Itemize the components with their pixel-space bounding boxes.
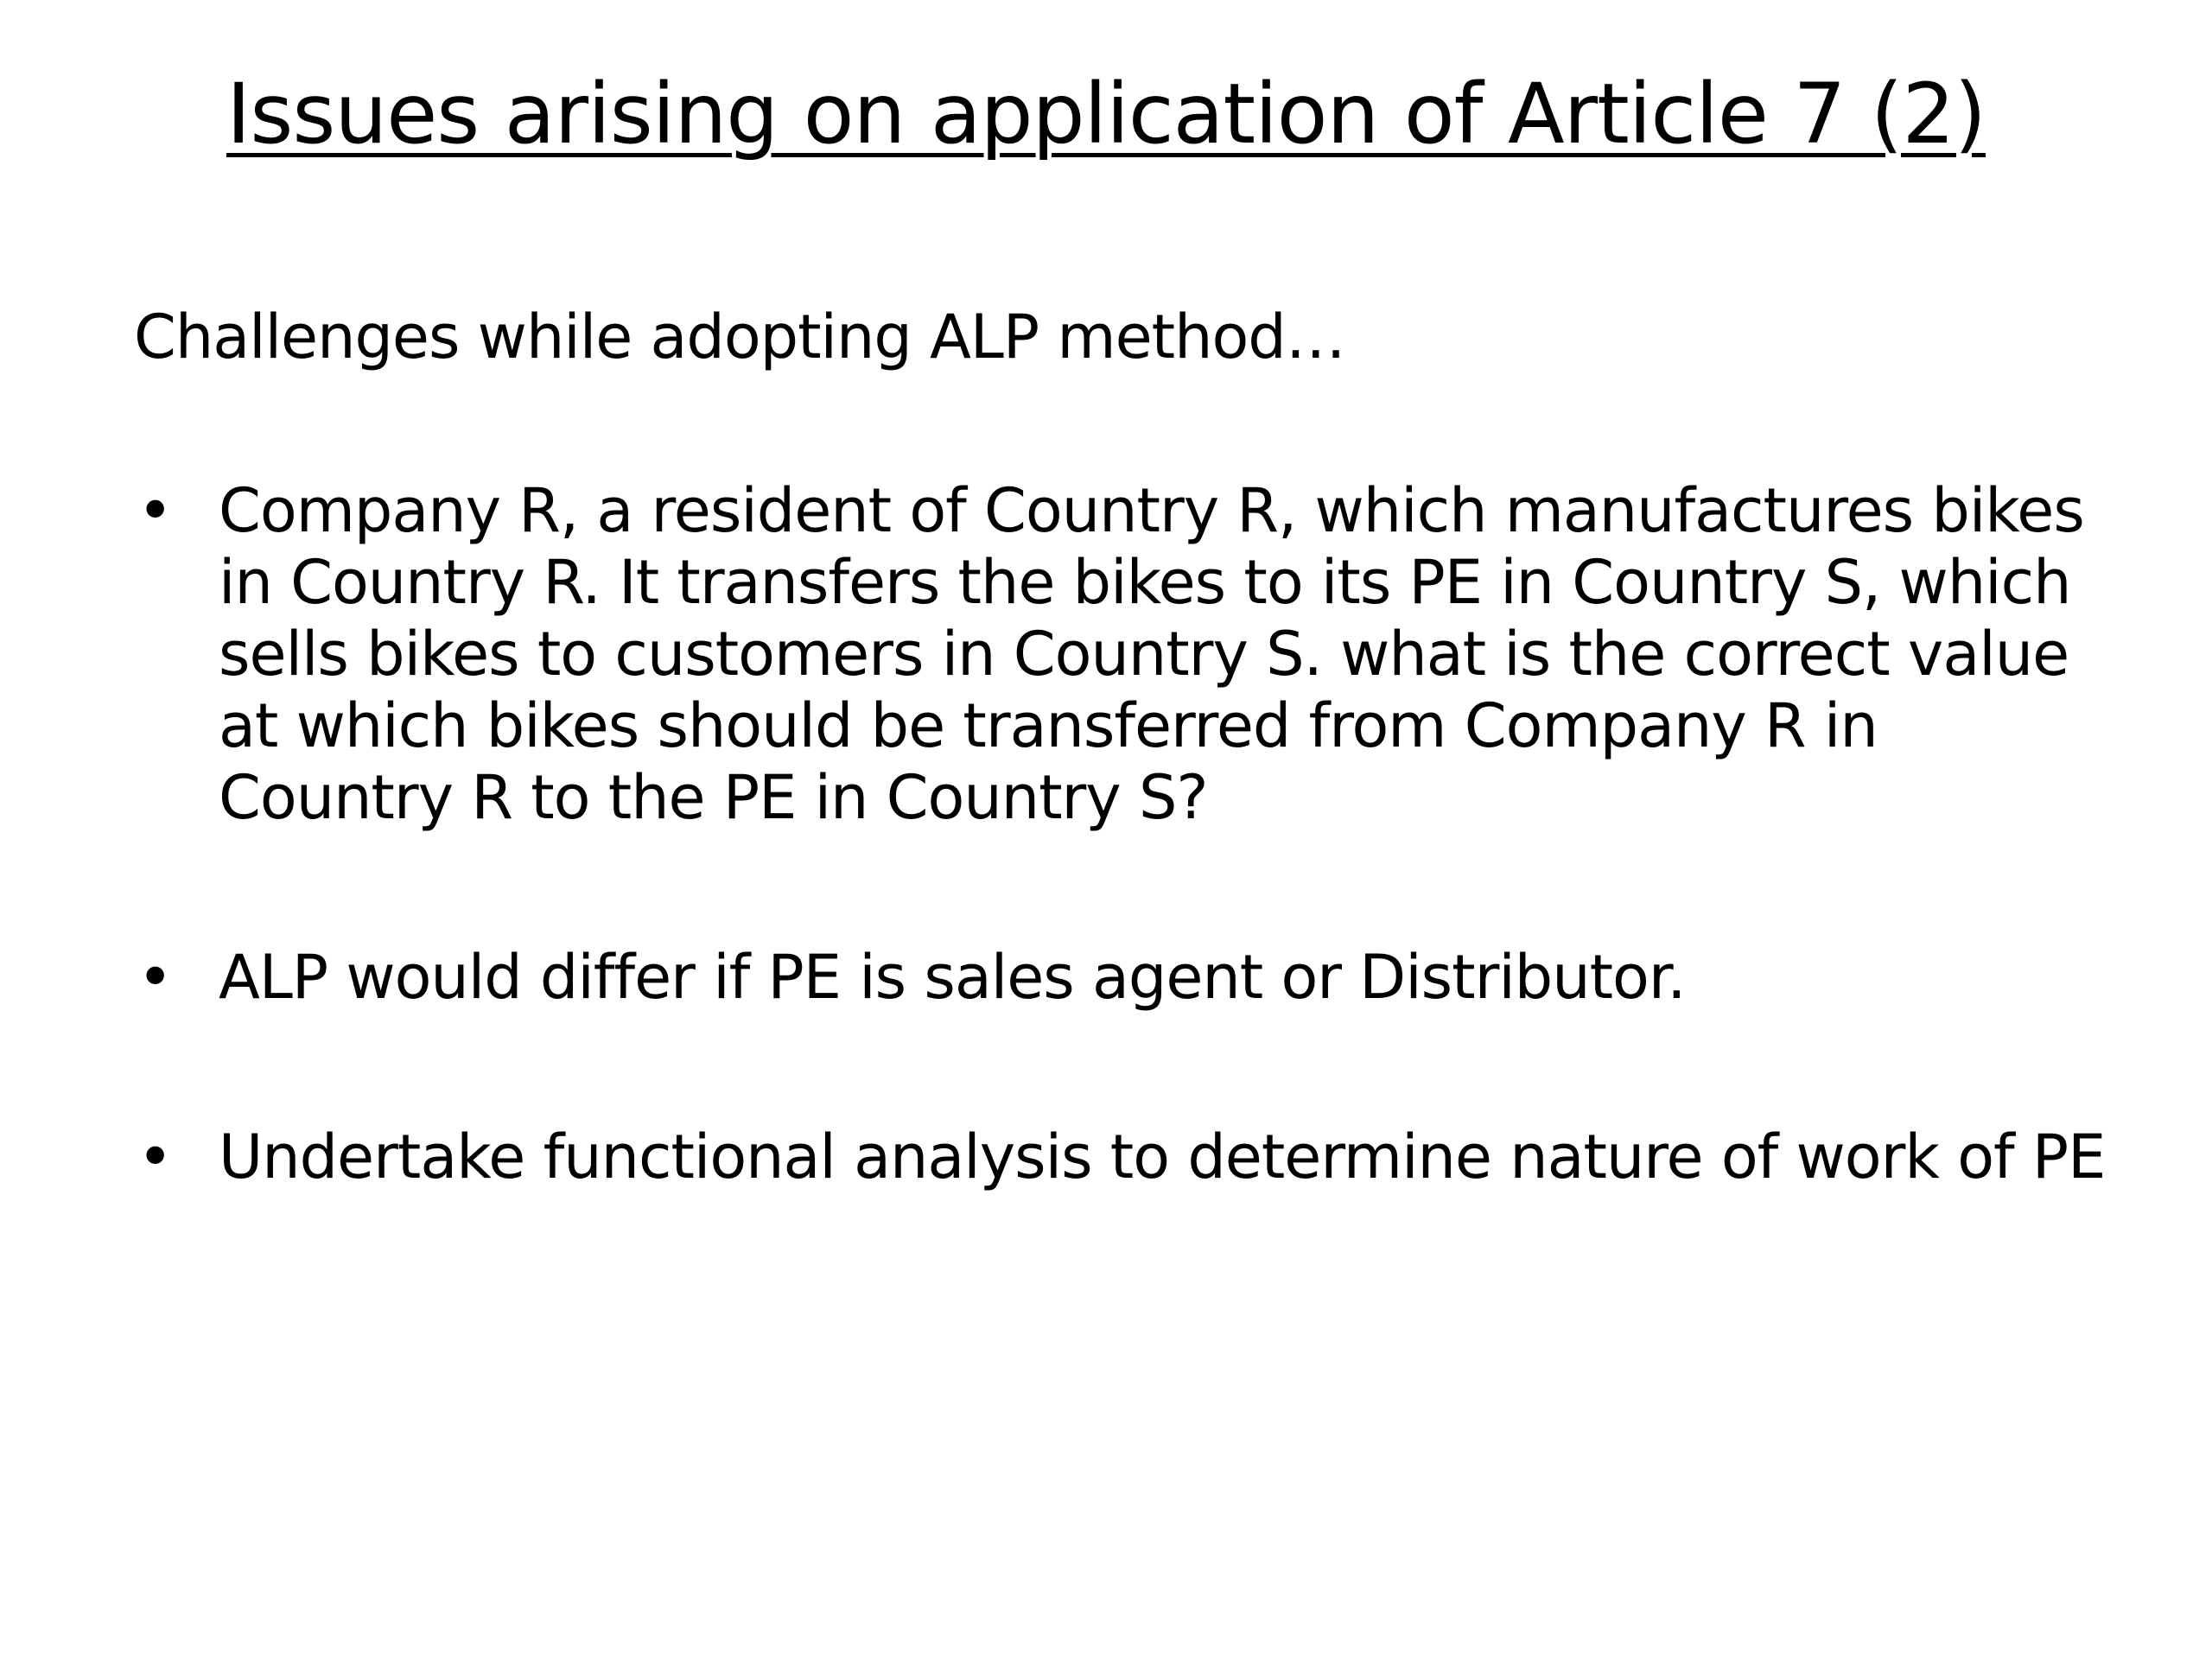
- bullet-text: Undertake functional analysis to determine nature of work of PE: [219, 1122, 2106, 1192]
- slide-title-text: Issues arising on application of Article 7 (2): [226, 66, 1986, 162]
- bullet-list: [134, 475, 2113, 1193]
- bullet-text: ALP would differ if PE is sales agent or Distributor.: [219, 942, 1686, 1013]
- slide-subtitle: Challenges while adopting ALP method…: [134, 302, 1345, 372]
- slide-title: [0, 62, 2212, 166]
- bullet-item: [134, 475, 2113, 834]
- bullet-text: Company R, a resident of Country R, which manufactures bikes in Country R. It transfers the bikes to its PE in Country S, which sells bikes to customers in Country S. what is the correct value at which bikes should be transferred from Company R in Country R to the PE in Country S?: [219, 475, 2084, 833]
- bullet-item: [134, 942, 2113, 1014]
- bullet-marker: •: [137, 475, 173, 546]
- bullet-marker: •: [137, 1122, 173, 1192]
- bullet-marker: •: [137, 942, 173, 1013]
- bullet-item: [134, 1122, 2113, 1193]
